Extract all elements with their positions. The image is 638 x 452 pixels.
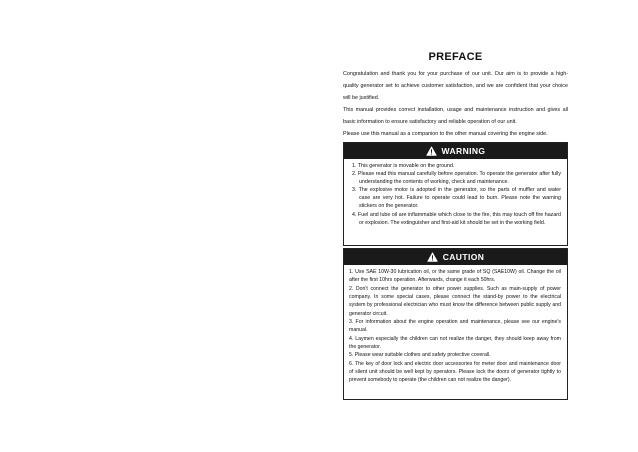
caution-title: CAUTION [442,252,485,262]
list-item: 3. For information about the engine operation and maintenance, please see our engine's manual. [349,319,561,334]
warning-triangle-icon [426,146,437,156]
page-title: PREFACE [428,51,483,63]
intro-paragraph: This manual provides correct installation, usage and maintenance instruction and gives all basic information to ensure satisfactory and reliable operation of our unit. [343,107,568,126]
warning-list [344,159,567,227]
warning-title: WARNING [441,146,486,156]
list-item: 2. Please read this manual carefully before operation. To operate the generator after fully understanding the contents of working, check and maintenance. [352,171,561,186]
list-item: 1. This generator is movable on the ground. [352,163,455,169]
list-item: 6. The key of door lock and electric door accessories for meter door and maintenance door of silent unit should be well kept by operators. Please lock the doors of generator tightly to prevent somebody to operate (the children can not realize the danger). [349,360,561,384]
list-item: 5. Please wear suitable clothes and safety protective coverall. [349,352,491,359]
list-item: 3. The explosive motor is adopted in the generator, so the parts of muffler and water case are very hot. Failure to operate could lead to burn. Please note the warning stickers on the generator. [352,187,561,210]
warning-box [343,142,568,246]
caution-box [343,248,568,400]
caution-banner [344,249,567,265]
warning-banner [344,143,567,159]
caution-list [344,265,567,385]
intro-paragraph: Please use this manual as a companion to the other manual covering the engine side. [343,131,548,138]
preface-intro [343,68,568,141]
list-item: 4. Laymen especially the children can not realize the danger, they should keep away from the generator. [349,335,561,351]
warning-triangle-icon [427,252,438,262]
list-item: 1. Use SAE 10W-30 lubrication oil, or the same grade of SQ (SAE10W) oil. Change the oil after the first 10hrs operation. Afterwards, change it each 50hrs. [349,269,561,284]
intro-paragraph: Congratulation and thank you for your purchase of our unit. Our aim is to provide a high-quality generator set to achieve customer satisfaction, and we are confident that your choice will be justified. [343,71,568,102]
list-item: 2. Don't connect the generator to other power supplies. Such as main-supply of power company. In some special cases, please connect the stand-by power to the electrical system by professional electrician who must know the difference between public supply and generator circuit. [349,285,561,317]
list-item: 4. Fuel and lube oil are inflammable which close to the fire, this may touch off fire hazard or explosion. The extinguisher and first-aid kit should be set in the working field. [352,211,561,226]
